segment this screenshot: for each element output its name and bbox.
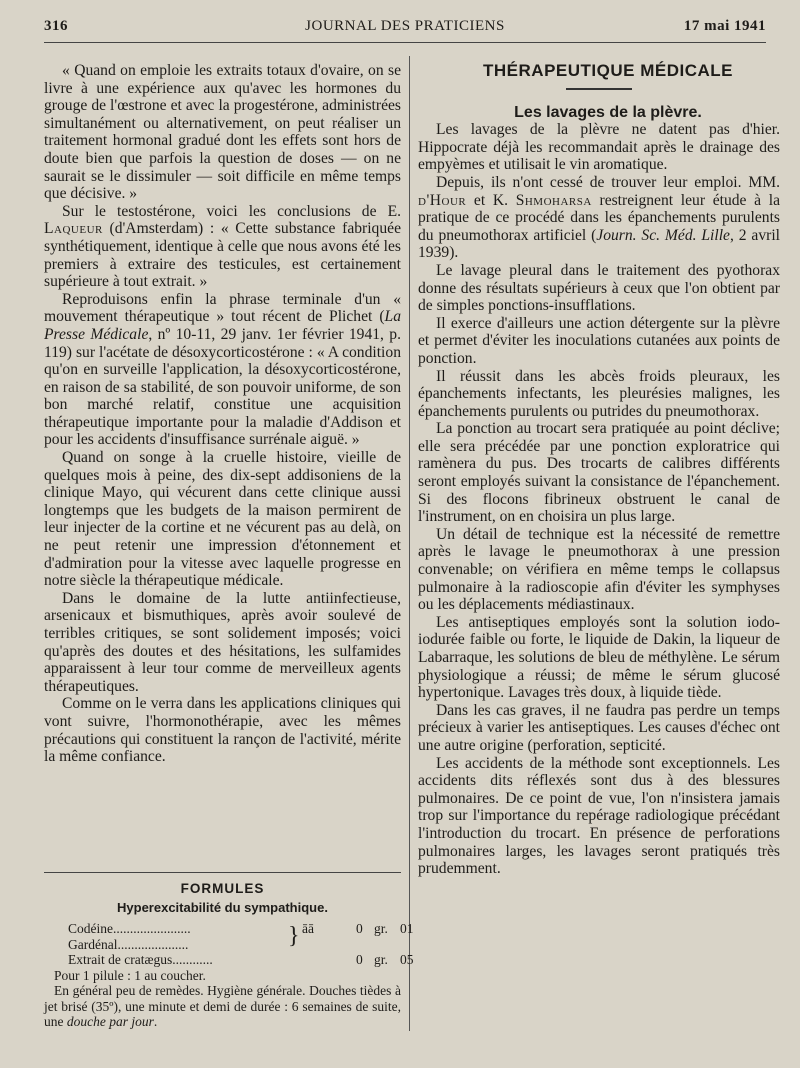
page-number: 316 — [44, 18, 68, 34]
formules-subtitle: Hyperexcitabilité du sympathique. — [117, 899, 328, 915]
issue-date: 17 mai 1941 — [683, 18, 766, 34]
right-column — [418, 62, 780, 878]
ingredient-name: Codéine....................... — [68, 921, 191, 936]
paragraph: Les antiseptiques employés sont la solution iodo-iodurée faible ou forte, le liquide de Dakin, la liqueur de Labarraque, les solutions de bleu de méthylène. Le sérum physiologique a réussi; de même le sérum glucosé hypertonique. Lavages très doux, à liquide tiède. — [418, 613, 780, 702]
paragraph: Dans le domaine de la lutte antiinfectieuse, arsenicaux et bismuthiques, après avoir soulevé de terribles critiques, se sont solidement imposés; voici qu'après des doutes et des hésitations, les sulfamides apparaissent à leur tour comme de merveilleux agents thérapeutiques. — [44, 589, 401, 695]
paragraph — [418, 174, 780, 262]
ingredient-dose: 01 — [400, 921, 414, 936]
paragraph: Dans les cas graves, il ne faudra pas perdre un temps précieux à varier les antiseptiques. Les causes d'échec ont une autre origine (perforation, septicité. — [418, 701, 780, 754]
text-run: restreignent leur étude à la pratique de ce procédé dans les épanchements purulents du pneumothorax artificiel ( — [418, 191, 780, 244]
paragraph: Un détail de technique est la nécessité de remettre après le lavage le pneumothorax à une pression convenable; on vérifiera en même temps le collapsus pulmonaire à la radioscopie afin d'éviter les symphyses ou les déplacements médiastinaux. — [418, 525, 780, 614]
divider — [44, 872, 401, 873]
section-title: THÉRAPEUTIQUE MÉDICALE — [483, 61, 733, 80]
text-run: , nº 10-11, 29 janv. 1er février 1941, p. 119) sur l'acétate de désoxycorticostérone : « A condition qu'on en surveille l'application, la désoxycorticostérone, en raison de sa stabilité, de son pouvoir uniforme, de son bon marché relatif, constitue une acquisition thérapeutique importante pour la maladie d'Addison et pour les accidents d'insuffisance surrénale aiguë. » — [44, 325, 402, 449]
posology: Pour 1 pilule : 1 au coucher. — [54, 967, 206, 983]
paragraph: Les lavages de la plèvre ne datent pas d'hier. Hippocrate déjà les recommandait après le drainage des empyèmes et utilisait le vin aromatique. — [418, 121, 780, 174]
text-run: , 2 avril 1939). — [418, 226, 780, 262]
text-run: Sur le testostérone, voici les conclusions de E. — [62, 202, 401, 220]
paragraph: Il exerce d'ailleurs une action détergente sur la plèvre et permet d'éviter les inoculations cutanées aux points de ponction. — [418, 314, 780, 367]
ingredient-dose: 05 — [400, 952, 414, 967]
formules-title: FORMULES — [180, 881, 265, 896]
paragraph: Les accidents de la méthode sont exceptionnels. Les accidents dits réflexés sont dus à des blessures pulmonaires. De ce point de vue, l'on n'insistera jamais trop sur l'importance du repérage radiologique précédant l'introduction du trocart. En présence de perforations pulmonaires larges, les lavages seront pratiqués très prudemment. — [418, 754, 780, 878]
text-run: Reproduisons enfin la phrase terminale d'un « mouvement thérapeutique » tout récent de Plichet ( — [44, 290, 401, 326]
emphasis: douche par jour — [66, 1014, 154, 1029]
text-run: (d'Amsterdam) : « Cette substance fabriquée synthétiquement, identique à celle que nous avons été les premiers à extraire des testicules, est certainement supérieure à tout extrait. » — [44, 220, 401, 291]
article-title: Les lavages de la plèvre. — [514, 103, 702, 121]
text-run: et K. — [466, 191, 516, 209]
column-divider — [409, 56, 410, 1031]
formules-note — [44, 983, 401, 1030]
paragraph: La ponction au trocart sera pratiquée au point déclive; elle sera précédée par une ponction exploratrice qui ramènera du pus. Des trocarts de calibres différents seront employés suivant la consistance de l'épanchement. Si des flocons fibrineux obstruent le canal de l'instrument, on en choisira un plus large. — [418, 420, 780, 526]
text-run: Depuis, ils n'ont cessé de trouver leur emploi. MM. — [436, 173, 780, 191]
journal-title: JOURNAL DES PRATICIENS — [305, 18, 505, 34]
ingredient-unit: gr. — [374, 952, 388, 967]
author-name: Shmoharsa — [515, 191, 592, 209]
prescription-row — [44, 952, 414, 968]
paragraph — [44, 203, 401, 291]
author-name: d'Hour — [418, 191, 467, 209]
ingredient-qty: 0 — [356, 952, 363, 967]
left-column — [44, 62, 401, 766]
paragraph: Il réussit dans les abcès froids pleuraux, les épanchements infectants, les pleurésies malignes, les épanchements purulents ou putrides du pneumothorax. — [418, 367, 780, 420]
paragraph: « Quand on emploie les extraits totaux d'ovaire, on se livre à une expérience aux qu'avec les hormones du grouge de l'œstrone et avec la progestérone, administrées simultanément ou alternativement, on peut réaliser un traitement hormonal gradué dont les effets sont hors de doute bien que parfois la question de doses — on ne saurait se le dissimuler — soit difficile en même temps que décisive. » — [44, 62, 401, 203]
ingredient-aa: āā — [302, 921, 314, 936]
author-name: Laqueur — [44, 220, 103, 238]
section-rule — [566, 88, 632, 90]
prescription-row — [44, 937, 401, 953]
text-run: . — [153, 1014, 158, 1029]
citation-title: La Presse Médicale — [44, 308, 401, 343]
brace-glyph: } — [288, 923, 300, 949]
page-header — [44, 16, 766, 43]
paragraph — [44, 291, 401, 449]
text-run: En général peu de remèdes. Hygiène générale. Douches tièdes à jet brisé (35º), une minute et demi de durée : 6 semaines de suite, une — [44, 983, 401, 1029]
formules-box — [44, 872, 414, 1030]
ingredient-unit: gr. — [374, 921, 388, 936]
paragraph: Comme on le verra dans les applications cliniques qui vont suivre, l'hormonothérapie, avec les mêmes précautions qui constituent la rançon de l'activité, mérite la même confiance. — [44, 695, 401, 766]
ingredient-qty: 0 — [356, 921, 363, 936]
citation-title: Journ. Sc. Méd. Lille — [596, 226, 730, 244]
ingredient-name: Gardénal..................... — [68, 936, 189, 952]
paragraph: Quand on songe à la cruelle histoire, vieille de quelques mois à peine, des dix-sept addisoniens de la clinique Mayo, qui vécurent dans cette clinique aussi longtemps que les budgets de la maison permirent de leur injecter de la cortine et ne vécurent pas au delà, on ne peut retenir une impression d'étonnement et d'admiration pour la vitesse avec laquelle progresse en notre siècle la thérapeutique médicale. — [44, 449, 401, 590]
paragraph: Le lavage pleural dans le traitement des pyothorax donne des résultats supérieurs à ceux que l'on obtient par de simples ponctions-insufflations. — [418, 261, 780, 315]
ingredient-name: Extrait de cratægus............ — [68, 952, 213, 967]
